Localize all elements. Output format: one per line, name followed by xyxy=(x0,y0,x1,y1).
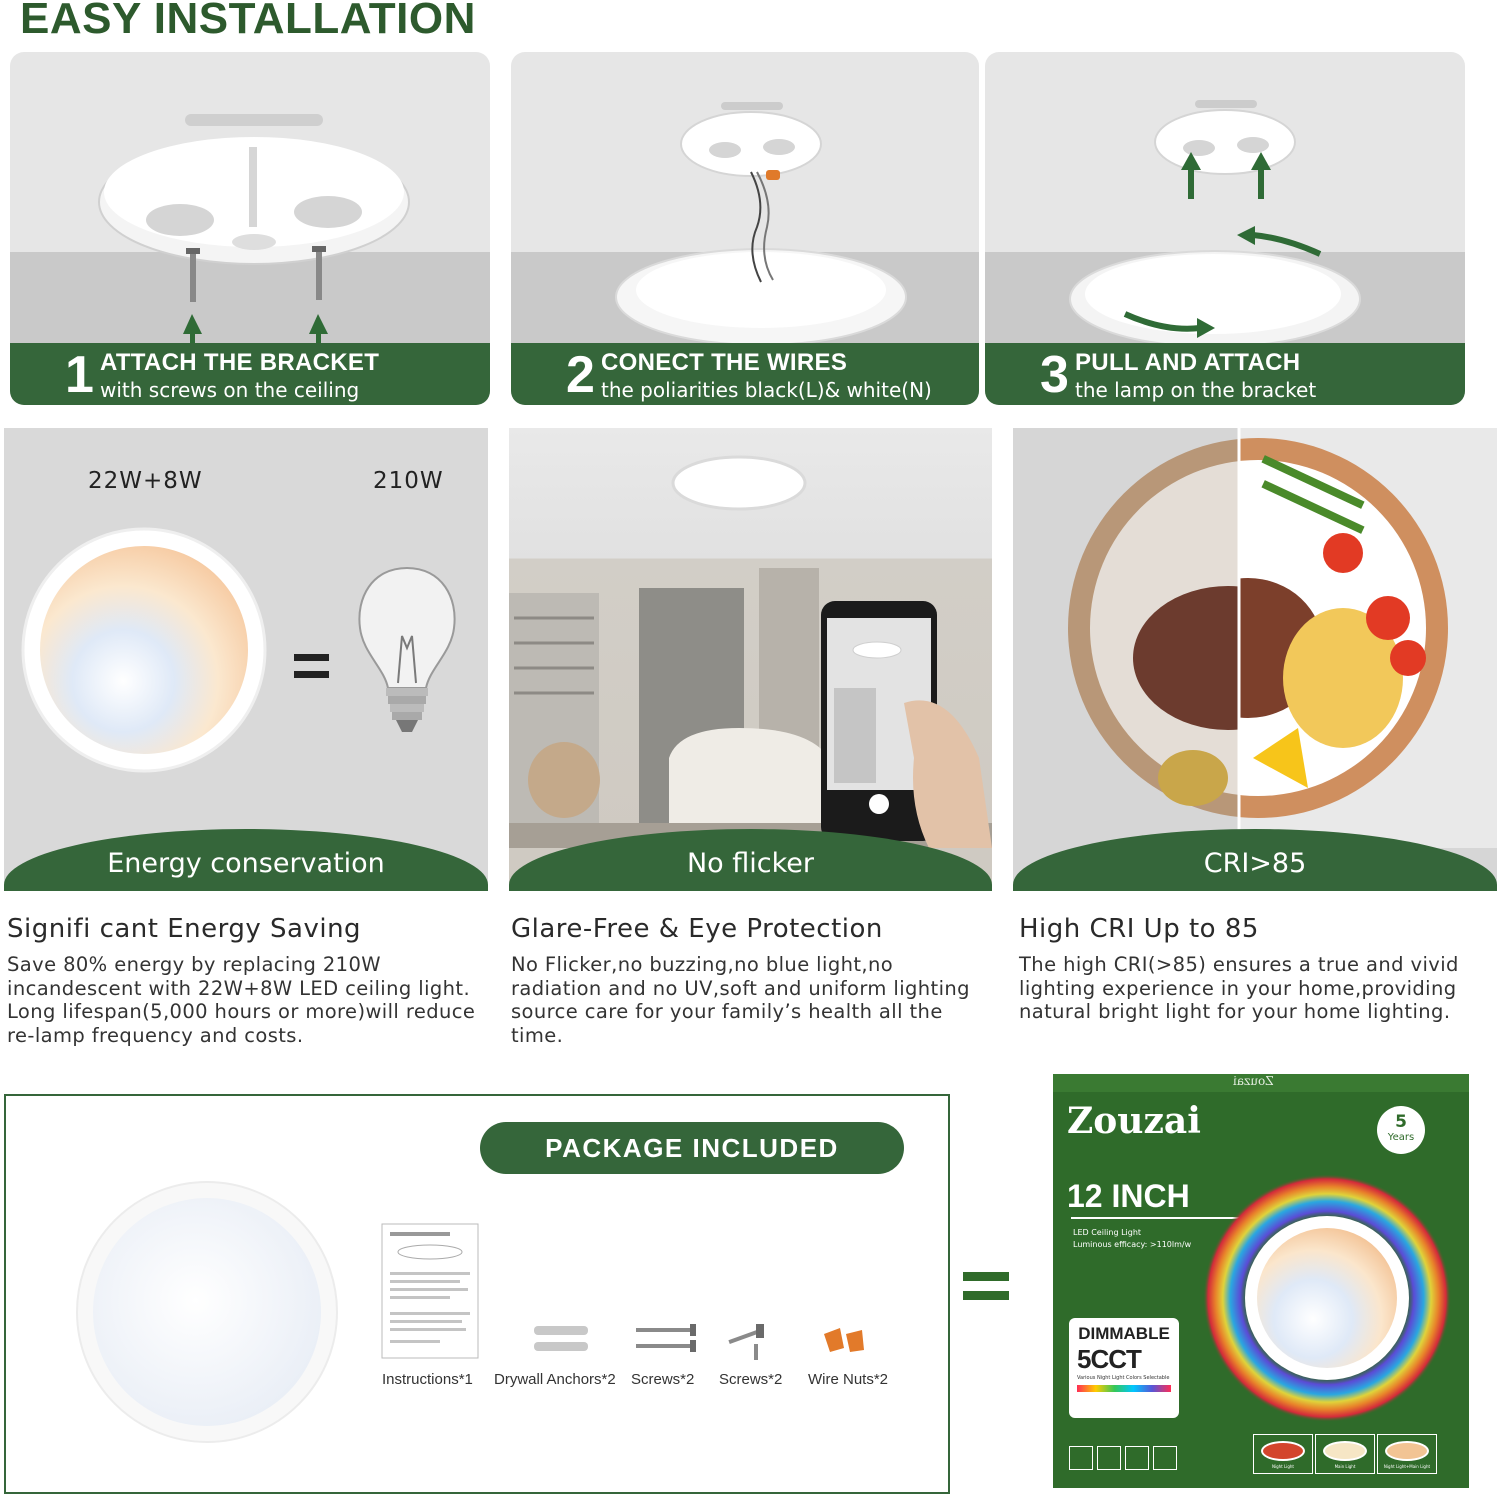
description-line: radiation and no UV,soft and uniform lighting xyxy=(511,976,970,1000)
description-line: re-lamp frequency and costs. xyxy=(7,1023,304,1047)
step-2-panel xyxy=(511,52,979,405)
package-item-label: Instructions*1 xyxy=(382,1371,473,1388)
combined-light-mode xyxy=(1377,1434,1437,1474)
package-item-label: Wire Nuts*2 xyxy=(808,1371,889,1388)
box-brand-mirrored: Zouzai xyxy=(1233,1074,1274,1088)
package-title: PACKAGE INCLUDED xyxy=(480,1122,904,1174)
step-title: CONECT THE WIRES xyxy=(601,349,848,376)
ceiling-light-image xyxy=(70,1180,350,1450)
energy-banner: Energy conservation xyxy=(4,829,488,891)
led-wattage: 22W+8W xyxy=(88,468,203,494)
screw-icon xyxy=(632,1322,698,1356)
led-vs-bulb-illustration xyxy=(4,518,488,818)
box-efficacy: Luminous efficacy: >110lm/w xyxy=(1073,1240,1192,1249)
wire-nut-icon xyxy=(766,170,780,180)
feature-heading: High CRI Up to 85 xyxy=(1019,914,1259,944)
description-line: Save 80% energy by replacing 210W xyxy=(7,953,381,976)
step-number: 1 xyxy=(65,346,94,404)
warranty-years: 5 xyxy=(1395,1112,1407,1132)
warranty-badge xyxy=(1377,1106,1425,1154)
step-3-banner xyxy=(985,343,1465,405)
main-light-mode xyxy=(1315,1434,1375,1474)
flicker-panel xyxy=(509,428,992,891)
mode-label: Night Light xyxy=(1272,1464,1294,1469)
feature-description xyxy=(511,953,1001,1047)
step-subtitle: with screws on the ceiling xyxy=(100,378,360,402)
food-plate-illustration xyxy=(1013,428,1497,848)
box-description: LED Ceiling Light xyxy=(1073,1228,1142,1237)
description-line: lighting experience in your home,providing xyxy=(1019,976,1457,1000)
step-1-banner xyxy=(10,343,490,405)
box-light-illustration xyxy=(1193,1174,1463,1424)
dimmable-badge xyxy=(1069,1318,1179,1418)
warranty-label: Years xyxy=(1387,1132,1415,1143)
mode-label: Night Light+Main Light xyxy=(1383,1464,1431,1469)
cri-banner: CRI>85 xyxy=(1013,829,1497,891)
step-title: ATTACH THE BRACKET xyxy=(100,349,380,376)
certification-icons xyxy=(1069,1446,1189,1472)
cct-label: 5CCT xyxy=(1077,1344,1141,1374)
light-bulb-icon xyxy=(359,568,454,732)
box-brand: Zouzai xyxy=(1067,1100,1201,1142)
screw-icon xyxy=(724,1322,772,1362)
description-line: natural bright light for your home lighting. xyxy=(1019,1000,1451,1023)
step-number: 3 xyxy=(1040,346,1069,404)
feature-heading: Signifi cant Energy Saving xyxy=(7,914,362,944)
bracket-illustration xyxy=(10,52,490,352)
flicker-banner: No flicker xyxy=(509,829,992,891)
drywall-anchor-icon xyxy=(532,1322,590,1356)
step-subtitle: the poliarities black(L)& white(N) xyxy=(601,378,932,402)
description-line: The high CRI(>85) ensures a true and vivid xyxy=(1019,953,1459,976)
instructions-icon xyxy=(380,1222,480,1360)
step-title: PULL AND ATTACH xyxy=(1075,349,1301,376)
feature-description xyxy=(7,953,487,1047)
product-box xyxy=(1053,1074,1469,1488)
equals-icon xyxy=(294,654,329,678)
page-title: EASY INSTALLATION xyxy=(20,0,476,43)
dimmable-label: DIMMABLE xyxy=(1078,1324,1170,1343)
feature-heading: Glare-Free & Eye Protection xyxy=(511,914,883,944)
box-size: 12 INCH xyxy=(1067,1178,1190,1214)
step-number: 2 xyxy=(566,346,595,404)
attach-illustration xyxy=(985,52,1465,352)
step-3-panel xyxy=(985,52,1465,405)
package-item-label: Screws*2 xyxy=(631,1371,695,1388)
night-light-mode xyxy=(1253,1434,1313,1474)
cri-panel xyxy=(1013,428,1497,891)
description-line: No Flicker,no buzzing,no blue light,no xyxy=(511,953,894,976)
room-illustration xyxy=(509,428,992,848)
step-2-banner xyxy=(511,343,979,405)
step-1-panel xyxy=(10,52,490,405)
mode-label: Main Light xyxy=(1334,1464,1356,1469)
package-item-label: Drywall Anchors*2 xyxy=(494,1371,616,1388)
description-line: source care for your family’s health all the time. xyxy=(511,1000,943,1047)
description-line: Long lifespan(5,000 hours or more)will reduce xyxy=(7,1000,476,1023)
wiring-illustration xyxy=(511,52,979,352)
wire-nut-icon xyxy=(820,1326,868,1356)
step-subtitle: the lamp on the bracket xyxy=(1075,378,1317,402)
description-line: incandescent with 22W+8W LED ceiling light. xyxy=(7,976,471,1000)
feature-description xyxy=(1019,953,1494,1024)
package-item-label: Screws*2 xyxy=(719,1371,783,1388)
cct-note: Various Night Light Colors Selectable xyxy=(1077,1375,1170,1381)
energy-panel xyxy=(4,428,488,891)
equals-icon xyxy=(963,1266,1009,1308)
bulb-wattage: 210W xyxy=(373,468,444,494)
